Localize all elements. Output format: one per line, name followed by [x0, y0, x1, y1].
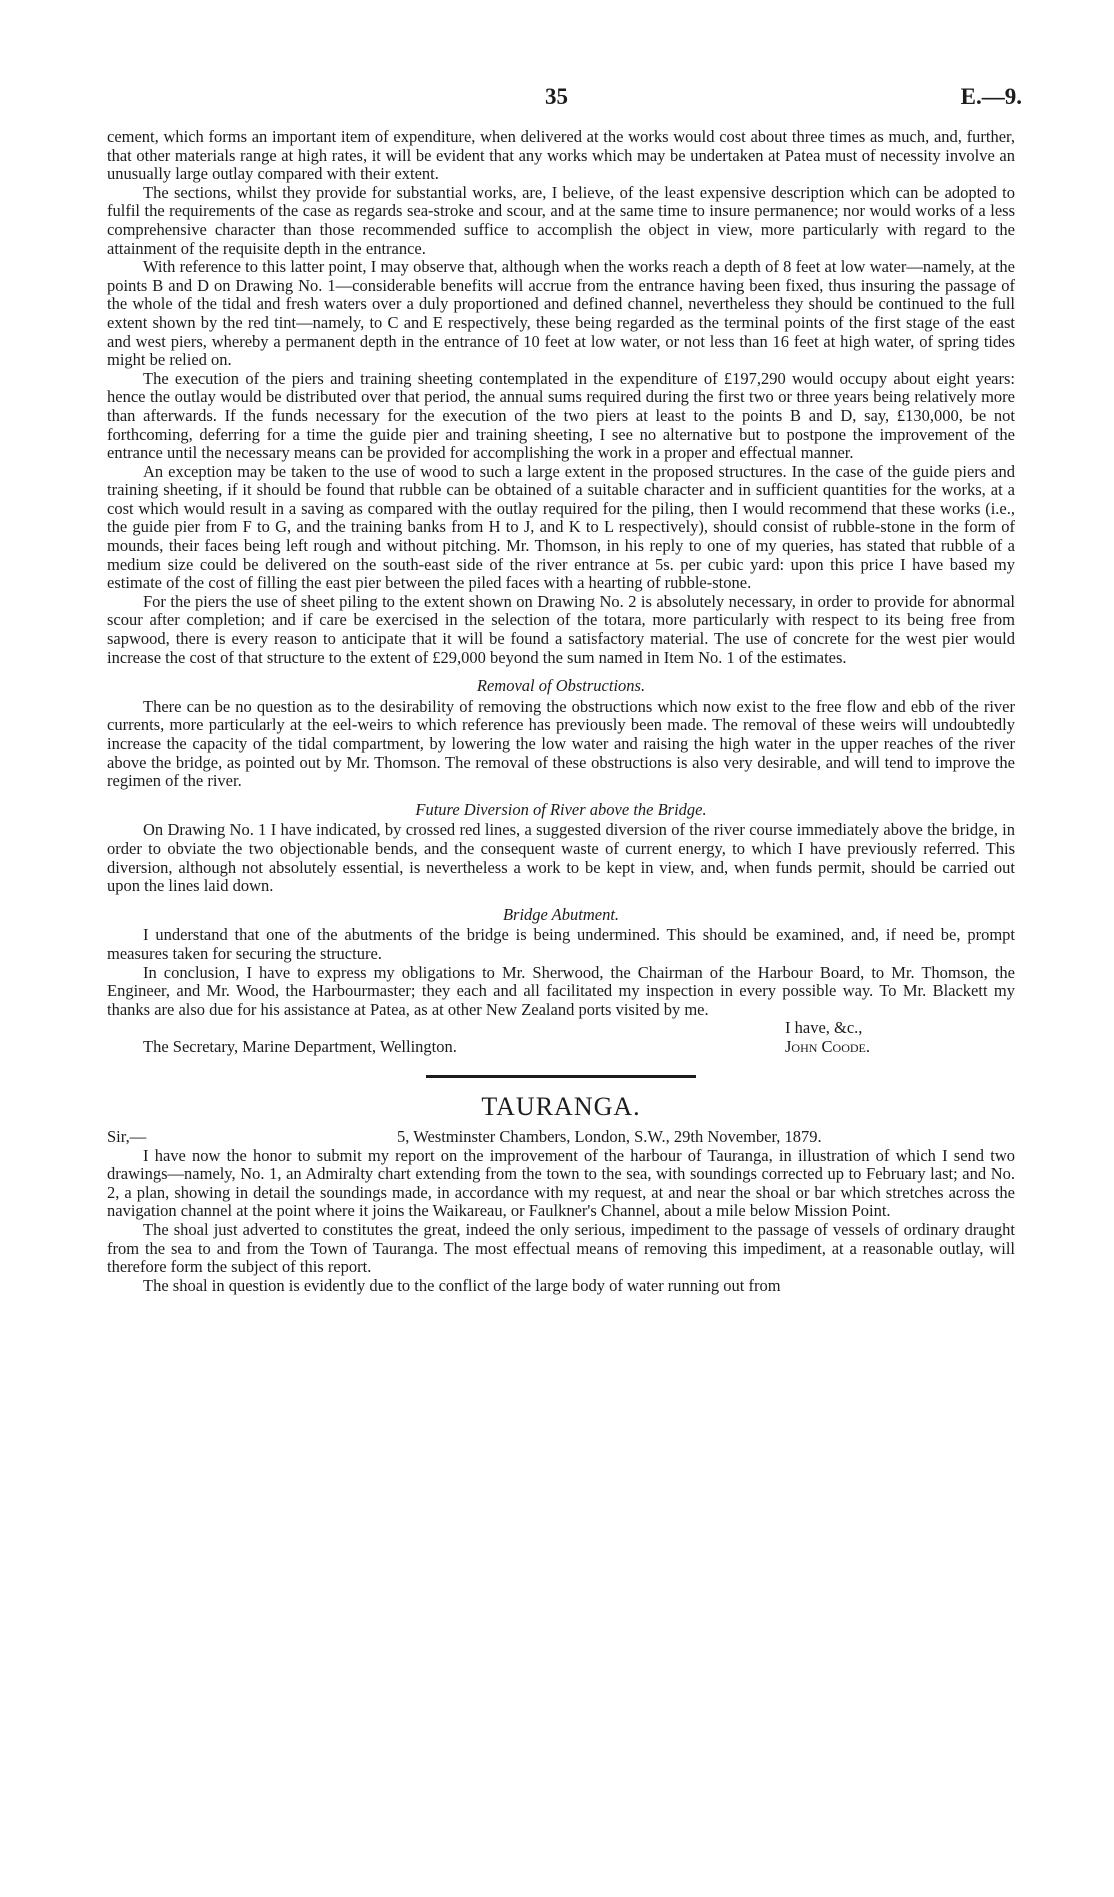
closing-row	[107, 1019, 1015, 1038]
signature: John Coode.	[785, 1036, 871, 1056]
paragraph: The execution of the piers and training sheeting contemplated in the expenditure of £197,290 would occupy about eight years: hence the outlay would be distributed over that period, the annual sums required during the first two or three years being relatively more than afterwards. If the funds necessary for the execution of the two piers at least to the points B and D, say, £130,000, be not forthcoming, deferring for a time the guide pier and training sheeting, I see no alternative but to postpone the improvement of the entrance until the necessary means can be provided for accomplishing the work in a proper and effectual manner.	[107, 368, 1015, 463]
page-number: 35	[545, 84, 568, 109]
paragraph: I understand that one of the abutments of the bridge is being undermined. This should be examined, and, if need be, prompt measures taken for securing the structure.	[107, 925, 1015, 963]
closing-salutation: I have, &c.,	[785, 1018, 863, 1038]
paragraph: In conclusion, I have to express my obligations to Mr. Sherwood, the Chairman of the Harbour Board, to Mr. Thomson, the Engineer, and Mr. Wood, the Harbourmaster; they each and all facilitated my inspection in every possible way. To Mr. Blackett my thanks are also due for his assistance at Patea, as at other New Zealand ports visited by me.	[107, 962, 1015, 1019]
paragraph: An exception may be taken to the use of wood to such a large extent in the proposed structures. In the case of the guide piers and training sheeting, if it should be found that rubble can be obtained of a suitable character and in sufficient quantities for the works, at a cost which would result in a saving as compared with the outlay required for the piling, then I would recommend that these works (i.e., the guide pier from F to G, and the training banks from H to J, and K to L respectively), should consist of rubble-stone in the form of mounds, their faces being left rough and without pitching. Mr. Thomson, in his reply to one of my queries, has stated that rubble of a medium size could be delivered on the south-east side of the river entrance at 5s. per cubic yard: upon this price I have based my estimate of the cost of filling the east pier between the piled faces with a hearting of rubble-stone.	[107, 461, 1015, 593]
paragraph: cement, which forms an important item of expenditure, when delivered at the works would cost about three times as much, and, further, that other materials range at high rates, it will be evident that any works which may be undertaken at Patea must of necessity involve an unusually large outlay compared with their extent.	[107, 127, 1015, 184]
paragraph: With reference to this latter point, I may observe that, although when the works reach a depth of 8 feet at low water—namely, at the points B and D on Drawing No. 1—considerable benefits will accrue from the entrance having been fixed, thus insuring the passage of the whole of the tidal and fresh waters over a duly proportioned and defined channel, nevertheless they should be continued to the full extent shown by the red tint—namely, to C and E respectively, these being regarded as the terminal points of the first stage of the east and west piers, whereby a permanent depth in the entrance of 10 feet at low water, or not less than 16 feet at high water, of spring tides might be relied on.	[107, 257, 1015, 370]
paragraph: The shoal just adverted to constitutes the great, indeed the only serious, impediment to the passage of vessels of ordinary draught from the sea to and from the Town of Tauranga. The most effectual means of removing this impediment, at a reasonable outlay, will therefore form the subject of this report.	[107, 1220, 1015, 1277]
paragraph: For the piers the use of sheet piling to the extent shown on Drawing No. 2 is absolutely necessary, in order to provide for abnormal scour after completion; and if care be exercised in the selection of the totara, more particularly with respect to its being free from sapwood, there is every reason to anticipate that it will be found a satisfactory material. The use of concrete for the west pier would increase the cost of that structure to the extent of £29,000 beyond the sum named in Item No. 1 of the estimates.	[107, 591, 1015, 667]
paragraph: There can be no question as to the desirability of removing the obstructions which now exist to the free flow and ebb of the river currents, more particularly at the eel-weirs to which reference has previously been made. The removal of these weirs will undoubtedly increase the capacity of the tidal compartment, by lowering the low water and raising the high water in the upper reaches of the river above the bridge, as pointed out by Mr. Thomson. The removal of these obstructions is also very desirable, and will tend to improve the regimen of the river.	[107, 696, 1015, 791]
salutation-row	[107, 1128, 1015, 1147]
addressee: The Secretary, Marine Department, Wellington.	[143, 1036, 457, 1056]
paragraph: The shoal in question is evidently due to the conflict of the large body of water running out from	[143, 1275, 781, 1295]
section-title: TAURANGA.	[481, 1091, 641, 1121]
paragraph: I have now the honor to submit my report on the improvement of the harbour of Tauranga, in illustration of which I send two drawings—namely, No. 1, an Admiralty chart extending from the town to the sea, with soundings corrected up to February last; and No. 2, a plan, showing in detail the soundings made, in accordance with my request, at and near the shoal or bar which stretches across the navigation channel at the point where it joins the Waikareau, or Faulkner's Channel, about a mile below Mission Point.	[107, 1145, 1015, 1221]
salutation: Sir,—	[107, 1127, 147, 1147]
document-reference: E.—9.	[960, 84, 1022, 109]
address-date: 5, Westminster Chambers, London, S.W., 29th November, 1879.	[397, 1127, 822, 1147]
signature-row	[107, 1038, 1015, 1057]
paragraph: On Drawing No. 1 I have indicated, by crossed red lines, a suggested diversion of the river course immediately above the bridge, in order to obviate the two objectionable bends, and the consequent waste of current energy, to which I have previously referred. This diversion, although not absolutely essential, is nevertheless a work to be kept in view, and, when funds permit, should be carried out upon the lines laid down.	[107, 820, 1015, 896]
section-heading-removal: Removal of Obstructions.	[476, 676, 646, 696]
section-heading-bridge: Bridge Abutment.	[502, 904, 620, 924]
report-body	[107, 128, 1015, 1295]
section-divider	[426, 1075, 696, 1078]
paragraph: The sections, whilst they provide for substantial works, are, I believe, of the least expensive description which can be adopted to fulfil the requirements of the case as regards sea-stroke and scour, and at the same time to insure permanence; nor would works of a less comprehensive character than those recommended suffice to accomplish the object in view, more particularly with regard to the attainment of the requisite depth in the entrance.	[107, 182, 1015, 258]
section-heading-diversion: Future Diversion of River above the Bridge.	[415, 799, 707, 819]
